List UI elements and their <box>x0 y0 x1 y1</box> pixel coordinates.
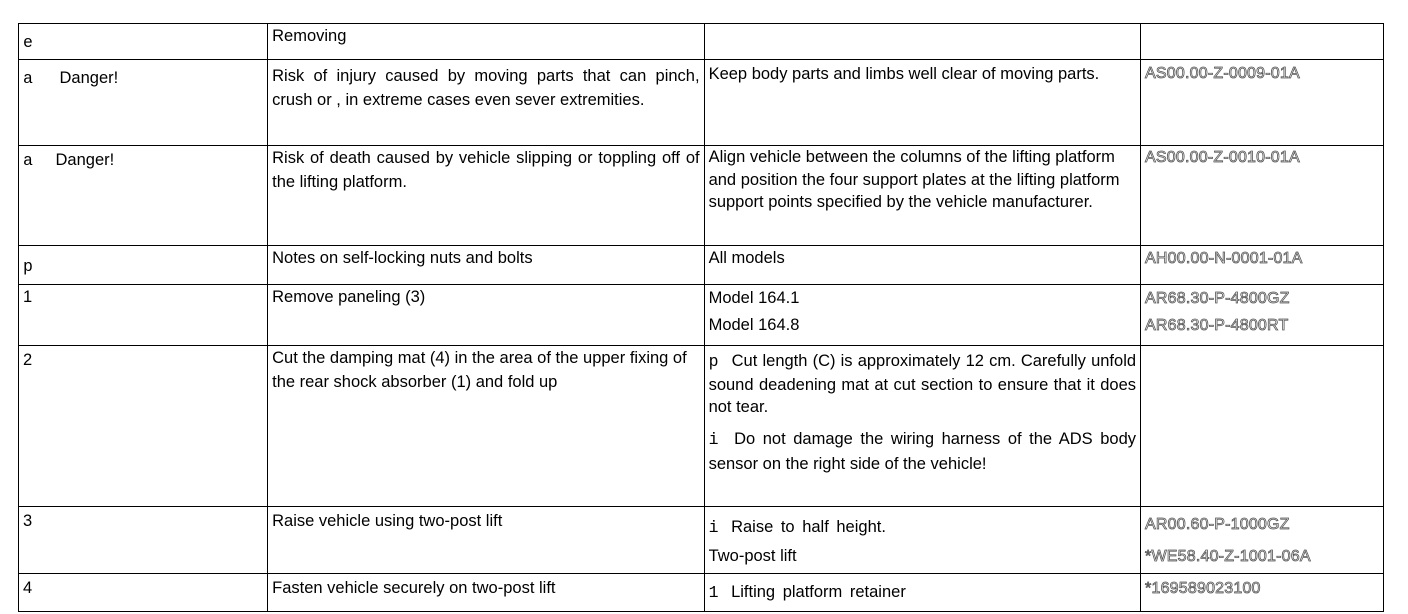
notes-text: Keep body parts and limbs well clear of moving parts. <box>708 65 1100 83</box>
note-paragraph <box>709 350 1136 419</box>
table-row <box>19 246 1384 285</box>
procedure-table <box>18 23 1384 612</box>
reference-code: AR68.30-P-4800RT <box>1145 317 1289 334</box>
notes-cell <box>704 574 1140 612</box>
model-text: Model 164.8 <box>708 316 800 334</box>
description-text: Notes on self-locking nuts and bolts <box>272 249 533 267</box>
step-number: 1 <box>23 288 33 306</box>
step-number: 2 <box>23 351 33 369</box>
reference-cell <box>1141 246 1384 285</box>
tool-symbol: 1 <box>708 583 719 602</box>
table-row <box>19 24 1384 60</box>
reference-cell <box>1141 285 1384 346</box>
notes-cell <box>704 246 1140 285</box>
step-number: 3 <box>23 512 33 530</box>
warning-symbol: a <box>23 151 33 170</box>
note-text: Cut length (C) is approximately 12 cm. Carefully unfold sound deadening mat at cut section to ensure that it does not tear. <box>708 352 1137 416</box>
table-row <box>19 574 1384 612</box>
notes-cell <box>704 60 1140 146</box>
notes-cell <box>704 285 1140 346</box>
danger-label: Danger! <box>59 69 119 87</box>
tool-text: Lifting platform retainer <box>731 583 906 601</box>
danger-label: Danger! <box>55 151 115 169</box>
notes-cell <box>704 346 1140 507</box>
description-cell <box>268 146 704 246</box>
reference-cell <box>1141 507 1384 574</box>
description-cell <box>268 24 704 60</box>
reference-cell <box>1141 574 1384 612</box>
description-cell <box>268 60 704 146</box>
step-cell <box>19 346 268 507</box>
step-cell <box>19 285 268 346</box>
description-text: Fasten vehicle securely on two-post lift <box>272 579 556 597</box>
info-text: Do not damage the wiring harness of the ADS body sensor on the right side of the vehicle! <box>708 429 1137 473</box>
table-row <box>19 146 1384 246</box>
step-cell <box>19 507 268 574</box>
reference-cell <box>1141 346 1384 507</box>
step-cell <box>19 246 268 285</box>
warning-symbol: a <box>23 69 33 88</box>
table-row <box>19 346 1384 507</box>
notes-cell <box>704 146 1140 246</box>
step-symbol: e <box>23 33 33 52</box>
reference-code: AR68.30-P-4800GZ <box>1145 290 1290 307</box>
tool-text: Two-post lift <box>708 547 797 565</box>
description-text: Cut the damping mat (4) in the area of the upper fixing of the rear shock absorber (1) and fold up <box>272 349 687 391</box>
notes-text: All models <box>708 249 785 267</box>
reference-code: AR00.60-P-1000GZ <box>1145 516 1290 533</box>
notes-text: Align vehicle between the columns of the lifting platform and position the four support plates at the lifting platform support points specified by the vehicle manufacturer. <box>708 148 1120 211</box>
reference-cell <box>1141 146 1384 246</box>
description-text: Risk of death caused by vehicle slipping or toppling off of the lifting platform. <box>272 149 700 191</box>
info-symbol: i <box>708 518 719 537</box>
info-symbol: i <box>708 429 719 449</box>
model-text: Model 164.1 <box>708 289 800 307</box>
reference-code: *169589023100 <box>1145 580 1261 597</box>
reference-code: *WE58.40-Z-1001-06A <box>1145 548 1311 565</box>
table-row <box>19 60 1384 146</box>
description-text: Raise vehicle using two-post lift <box>272 512 503 530</box>
reference-code: AH00.00-N-0001-01A <box>1145 250 1303 267</box>
reference-cell <box>1141 24 1384 60</box>
info-paragraph <box>709 427 1136 477</box>
info-paragraph <box>709 513 1136 542</box>
step-number: 4 <box>23 579 33 597</box>
note-symbol: p <box>708 352 719 371</box>
reference-cell <box>1141 60 1384 146</box>
description-cell <box>268 507 704 574</box>
step-cell <box>19 574 268 612</box>
step-cell <box>19 146 268 246</box>
description-text: Risk of injury caused by moving parts that can pinch, crush or , in extreme cases even sever extremities. <box>272 67 700 109</box>
note-symbol: p <box>23 257 33 276</box>
description-cell <box>268 574 704 612</box>
notes-cell <box>704 24 1140 60</box>
description-cell <box>268 246 704 285</box>
description-text: Remove paneling (3) <box>272 288 426 306</box>
notes-cell <box>704 507 1140 574</box>
description-cell <box>268 285 704 346</box>
description-text: Removing <box>272 27 347 45</box>
reference-code: AS00.00-Z-0009-01A <box>1145 65 1300 82</box>
step-cell <box>19 24 268 60</box>
reference-code: AS00.00-Z-0010-01A <box>1145 149 1300 166</box>
table-row <box>19 507 1384 574</box>
info-text: Raise to half height. <box>731 518 886 536</box>
table-row <box>19 285 1384 346</box>
step-cell <box>19 60 268 146</box>
description-cell <box>268 346 704 507</box>
